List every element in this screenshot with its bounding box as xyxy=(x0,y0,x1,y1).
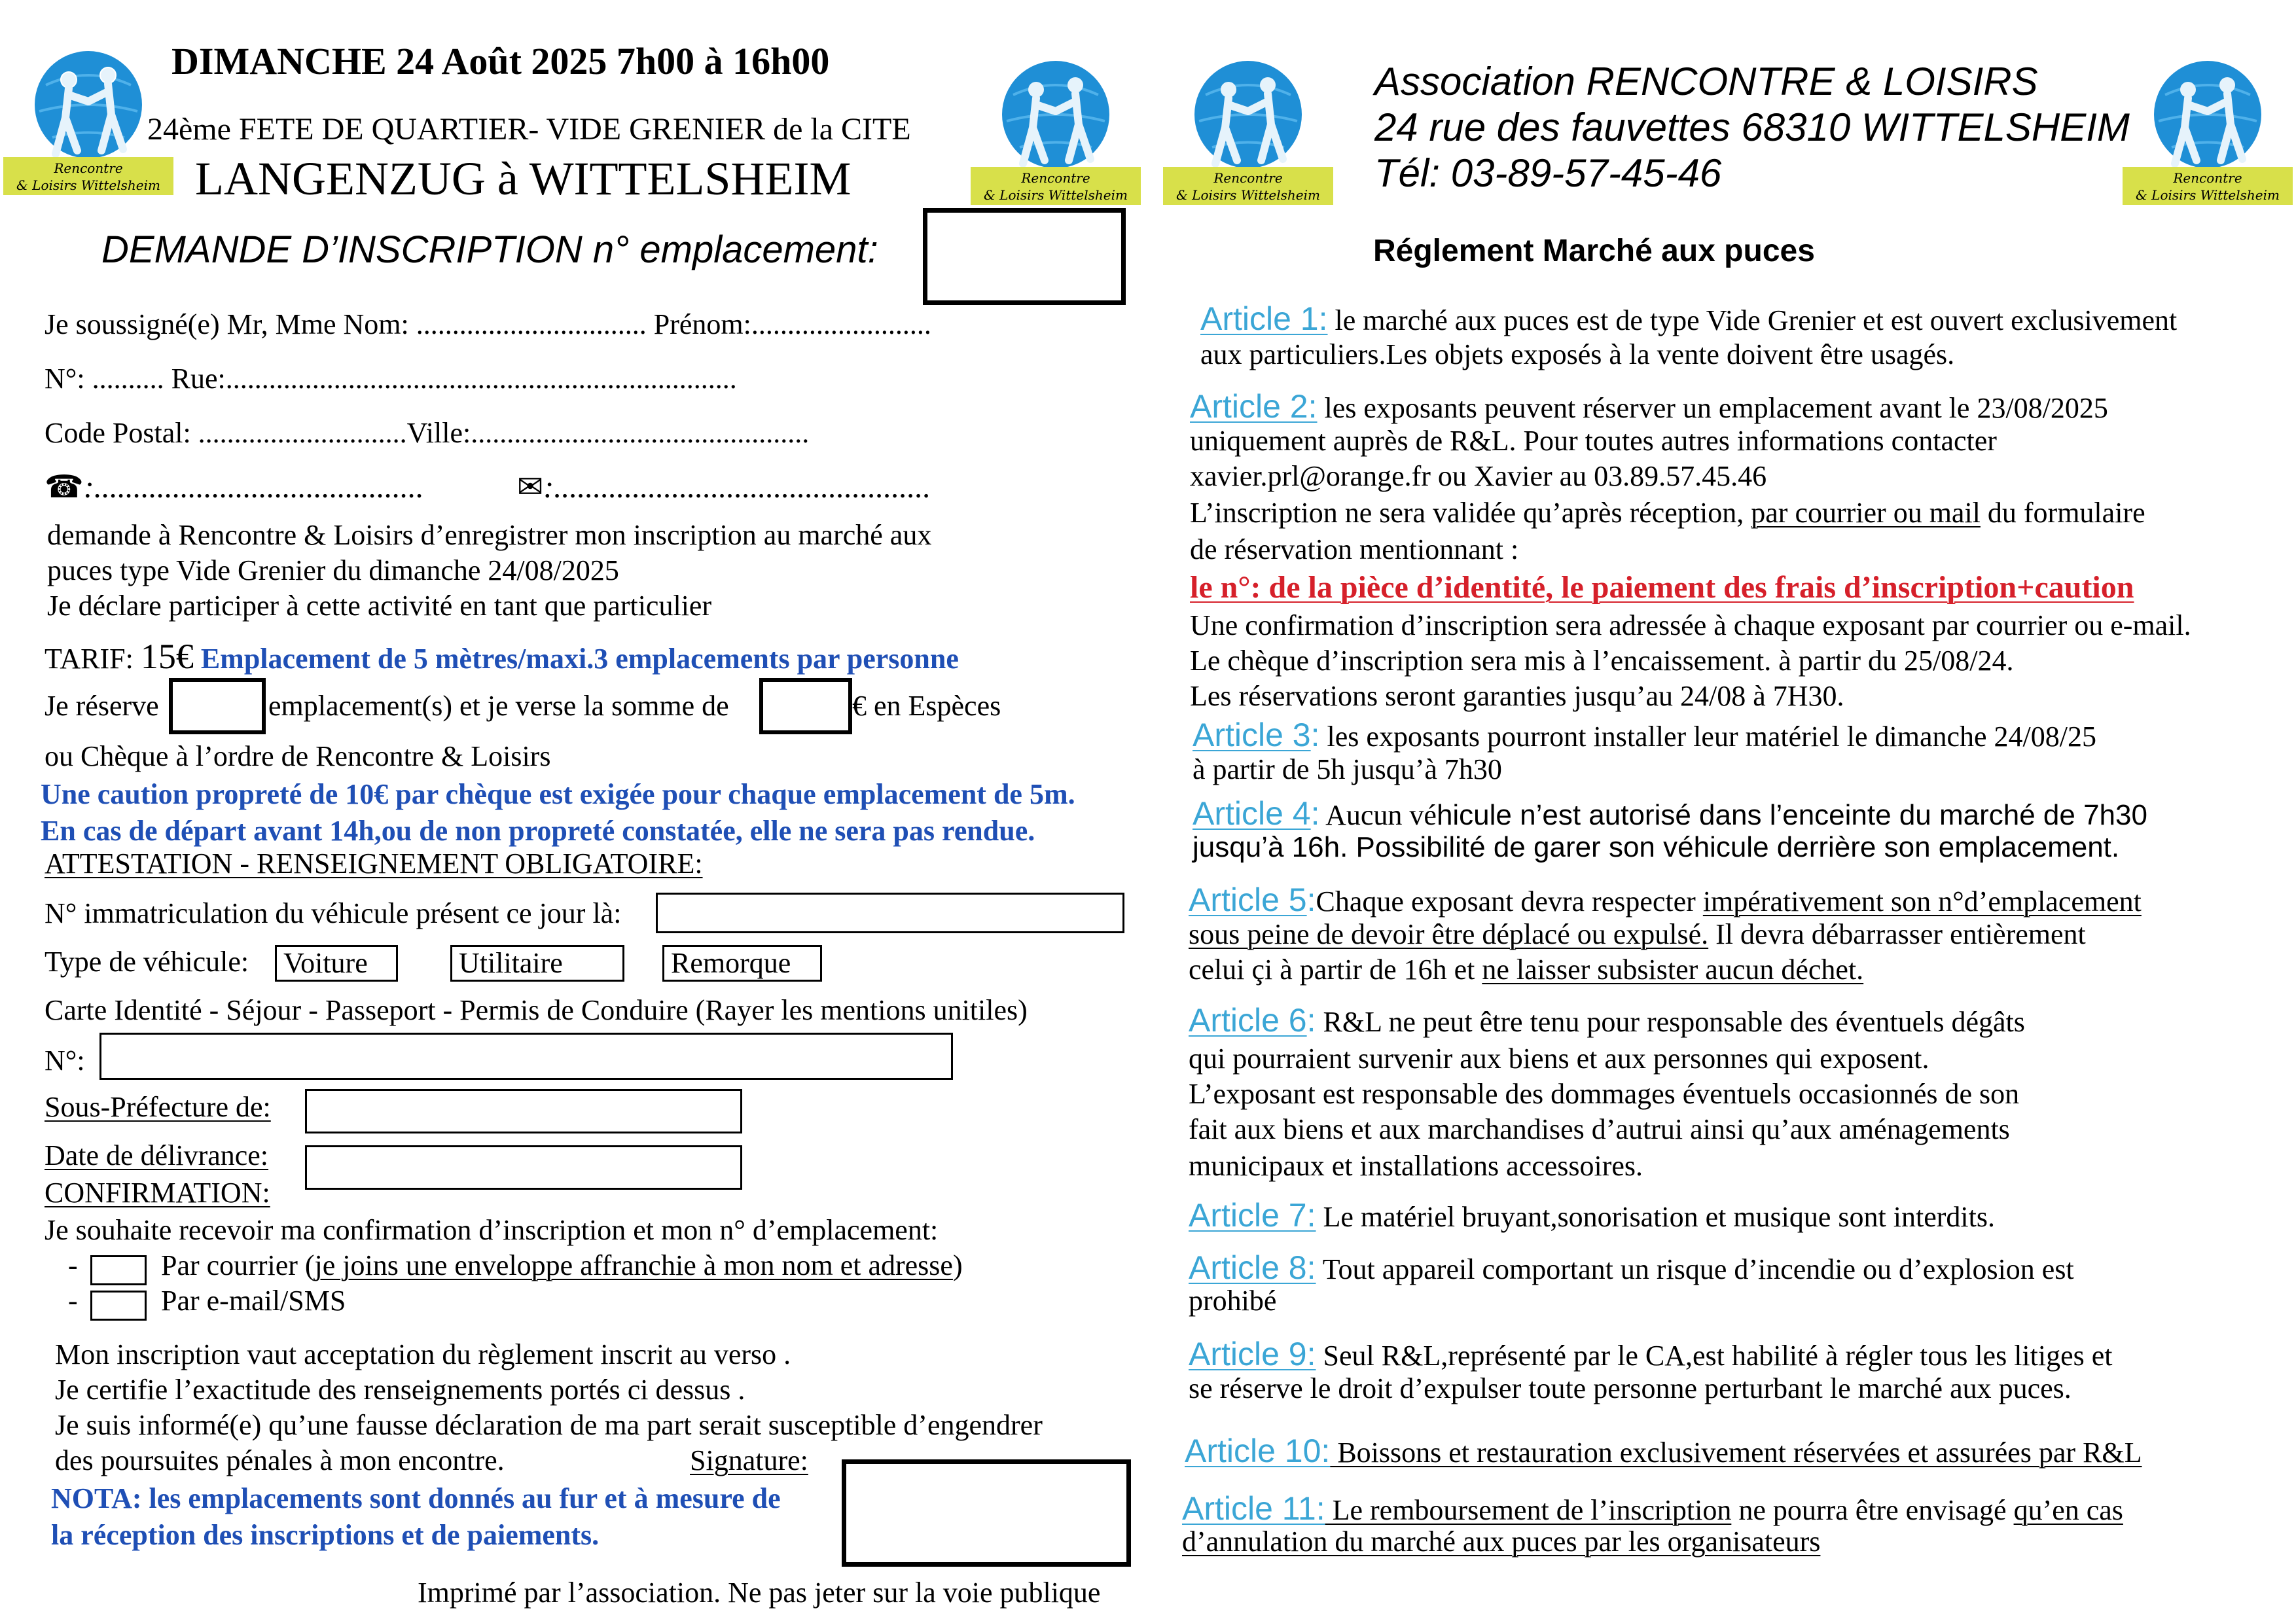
article-2-text-4b: par courrier ou mail xyxy=(1751,497,1981,529)
logo-text-2: & Loisirs Wittelsheim xyxy=(984,187,1128,203)
article-5-colon: : xyxy=(1306,882,1316,918)
article-6-text-4: fait aux biens et aux marchandises d’autrui ainsi qu’aux aménagements xyxy=(1189,1113,2010,1145)
id-document-line: Carte Identité - Séjour - Passeport - Permis de Conduire (Rayer les mentions unitiles) xyxy=(45,994,1028,1026)
article-2-text-5: de réservation mentionnant : xyxy=(1190,533,1519,565)
signature-label: Signature: xyxy=(690,1444,808,1476)
amount-input[interactable] xyxy=(759,678,852,734)
signature-box[interactable] xyxy=(842,1459,1131,1567)
caution-line-1: Une caution propreté de 10€ par chèque est exigée pour chaque emplacement de 5m. xyxy=(41,778,1075,810)
article-2-text-2: uniquement auprès de R&L. Pour toutes autres informations contacter xyxy=(1190,425,1997,457)
acceptance-line-3: Je suis informé(e) qu’une fausse déclaration de ma part serait susceptible d’engendrer xyxy=(55,1409,1043,1441)
phone-field[interactable] xyxy=(45,469,424,505)
article-6-text: R&L ne peut être tenu pour responsable des éventuels dégâts xyxy=(1316,1006,2025,1038)
article-2-text-6: Une confirmation d’inscription sera adressée à chaque exposant par courrier ou e-mail. xyxy=(1190,609,2191,641)
emplacement-number-box xyxy=(923,208,1126,305)
quantity-input[interactable] xyxy=(169,678,266,734)
confirmation-text: Je souhaite recevoir ma confirmation d’inscription et mon n° d’emplacement: xyxy=(45,1214,939,1246)
logo-text-1: Rencontre xyxy=(1021,170,1090,186)
cheque-line: ou Chèque à l’ordre de Rencontre & Loisirs xyxy=(45,740,551,772)
footer-note: Imprimé par l’association. Ne pas jeter sur la voie publique xyxy=(418,1577,1101,1609)
courrier-label: Par courrier ( xyxy=(161,1249,315,1281)
acceptance-line-4: des poursuites pénales à mon encontre. xyxy=(55,1444,505,1476)
article-6-text-3: L’exposant est responsable des dommages éventuels occasionnés de son xyxy=(1189,1078,2020,1110)
article-2-label: Article 2: xyxy=(1190,388,1318,425)
article-11-text-c: qu’en cas xyxy=(2013,1494,2123,1526)
email-sms-option: Par e-mail/SMS xyxy=(161,1285,346,1317)
logo-text-1: Rencontre xyxy=(54,160,123,176)
association-logo xyxy=(967,49,1144,206)
article-8 xyxy=(1189,1249,2074,1287)
article-11-text-a: Le remboursement de l’inscription xyxy=(1325,1494,1732,1526)
courrier-paren: ) xyxy=(952,1249,963,1281)
association-logo xyxy=(2119,49,2296,206)
postal-city-field[interactable]: Code Postal: .............................Ville:............................................... xyxy=(45,417,810,449)
article-7 xyxy=(1189,1196,1995,1234)
immatriculation-label: N° immatriculation du véhicule présent ce jour là: xyxy=(45,897,622,929)
email-field[interactable] xyxy=(517,469,931,505)
logo-text-2: & Loisirs Wittelsheim xyxy=(2136,187,2280,203)
article-4-label: Article 4 xyxy=(1193,795,1311,832)
article-7-text: Le matériel bruyant,sonorisation et musique sont interdits. xyxy=(1316,1201,1995,1233)
article-4-text-b: hicule n’est autorisé dans l’enceinte du marché de 7h30 xyxy=(1436,799,2147,831)
immatriculation-input[interactable] xyxy=(656,893,1124,933)
article-4 xyxy=(1193,794,2147,832)
article-6-label: Article 6 xyxy=(1189,1002,1307,1039)
article-10 xyxy=(1185,1432,2142,1470)
article-2 xyxy=(1190,387,2108,425)
article-11-text-b: ne pourra être envisagé xyxy=(1731,1494,2014,1526)
acceptance-line-2: Je certifie l’exactitude des renseignements portés ci dessus . xyxy=(55,1374,745,1406)
logo-text-2: & Loisirs Wittelsheim xyxy=(1176,187,1320,203)
article-5-label: Article 5 xyxy=(1189,882,1307,918)
vehicle-type-voiture[interactable]: Voiture xyxy=(275,945,398,982)
article-5-text-2b: Il devra débarrasser entièrement xyxy=(1708,918,2086,950)
article-1-text-2: aux particuliers.Les objets exposés à la vente doivent être usagés. xyxy=(1200,338,1955,370)
name-field[interactable]: Je soussigné(e) Mr, Mme Nom: ................................ Prénom:......................... xyxy=(45,308,931,340)
email-sms-checkbox[interactable] xyxy=(90,1291,147,1321)
article-11-label: Article 11: xyxy=(1182,1490,1325,1527)
attestation-heading: ATTESTATION - RENSEIGNEMENT OBLIGATOIRE: xyxy=(45,847,703,880)
vehicle-type-remorque[interactable]: Remorque xyxy=(662,945,822,982)
article-6-text-2: qui pourraient survenir aux biens et aux personnes qui exposent. xyxy=(1189,1043,1929,1075)
caution-line-2: En cas de départ avant 14h,ou de non propreté constatée, elle ne sera pas rendue. xyxy=(41,815,1035,847)
nota-line-1: NOTA: les emplacements sont donnés au fur et à mesure de xyxy=(51,1482,781,1514)
association-name: Association RENCONTRE & LOISIRS xyxy=(1374,60,2038,103)
article-3-colon: : xyxy=(1310,717,1320,753)
article-5-text-a: Chaque exposant devra respecter xyxy=(1316,885,1703,918)
nota-line-2: la réception des inscriptions et de paiements. xyxy=(51,1519,600,1551)
article-5 xyxy=(1189,881,2142,919)
confirmation-heading: CONFIRMATION: xyxy=(45,1177,270,1209)
article-5-text-3 xyxy=(1189,953,1863,986)
article-2-text: les exposants peuvent réserver un emplacement avant le 23/08/2025 xyxy=(1317,392,2108,424)
association-logo xyxy=(1160,49,1336,206)
id-number-input[interactable] xyxy=(99,1033,953,1080)
reserve-text: emplacement(s) et je verse la somme de xyxy=(268,690,729,722)
article-1-text: le marché aux puces est de type Vide Grenier et est ouvert exclusivement xyxy=(1327,304,2178,336)
sous-prefecture-label: Sous-Préfecture de: xyxy=(45,1091,271,1123)
article-2-text-3: xavier.prl@orange.fr ou Xavier au 03.89.57.45.46 xyxy=(1190,460,1767,492)
phone-icon: ☎ xyxy=(45,470,84,505)
article-6-colon: : xyxy=(1306,1002,1316,1039)
logo-text-1: Rencontre xyxy=(1213,170,1283,186)
article-5-text-3a: celui çi à partir de 16h et xyxy=(1189,954,1482,986)
article-8-text-2: prohibé xyxy=(1189,1285,1277,1317)
request-title: DEMANDE D’INSCRIPTION n° emplacement: xyxy=(101,228,878,271)
article-6-text-5: municipaux et installations accessoires. xyxy=(1189,1150,1643,1182)
article-6 xyxy=(1189,1001,2025,1039)
request-paragraph-2: puces type Vide Grenier du dimanche 24/08/2025 xyxy=(47,554,619,586)
email-dash: - xyxy=(68,1285,78,1317)
street-field[interactable]: N°: .......... Rue:....................................................................... xyxy=(45,363,737,395)
courrier-checkbox[interactable] xyxy=(90,1255,147,1285)
event-location: LANGENZUG à WITTELSHEIM xyxy=(195,152,852,205)
article-2-text-8: Les réservations seront garanties jusqu’au 24/08 à 7H30. xyxy=(1190,680,1844,712)
article-11 xyxy=(1182,1489,2123,1527)
delivery-date-label: Date de délivrance: xyxy=(45,1139,269,1171)
reserve-label: Je réserve xyxy=(45,690,159,722)
article-4-text-2: jusqu’à 16h. Possibilité de garer son véhicule derrière son emplacement. xyxy=(1193,831,2120,863)
request-paragraph-1: demande à Rencontre & Loisirs d’enregistrer mon inscription au marché aux xyxy=(47,519,932,551)
article-1 xyxy=(1200,300,2177,338)
request-paragraph-3: Je déclare participer à cette activité en tant que particulier xyxy=(47,590,712,622)
article-2-text-4c: du formulaire xyxy=(1980,497,2145,529)
courrier-note: je joins une enveloppe affranchie à mon nom et adresse xyxy=(314,1249,953,1281)
acceptance-line-1: Mon inscription vaut acceptation du règlement inscrit au verso . xyxy=(55,1338,791,1370)
article-5-text-3b: ne laisser subsister aucun déchet. xyxy=(1482,954,1864,986)
article-1-label: Article 1: xyxy=(1200,300,1328,337)
article-3-text-2: à partir de 5h jusqu’à 7h30 xyxy=(1193,753,1502,785)
article-10-label: Article 10: xyxy=(1185,1433,1331,1469)
article-9-text-2: se réserve le droit d’expulser toute personne perturbant le marché aux puces. xyxy=(1189,1372,2072,1404)
mail-dots: :................................................ xyxy=(543,470,931,505)
rules-title: Réglement Marché aux puces xyxy=(1373,234,1815,268)
tarif-line xyxy=(45,636,959,677)
article-2-text-4 xyxy=(1190,496,2145,529)
courrier-option xyxy=(161,1249,963,1282)
article-5-text-2 xyxy=(1189,918,2086,951)
tarif-price: 15€ xyxy=(140,637,194,676)
courrier-dash: - xyxy=(68,1249,78,1281)
tarif-label: TARIF: xyxy=(45,643,134,675)
event-date: DIMANCHE 24 Août 2025 7h00 à 16h00 xyxy=(171,40,830,82)
article-7-label: Article 7: xyxy=(1189,1197,1316,1234)
logo-text-1: Rencontre xyxy=(2173,170,2242,186)
article-5-text-b: impérativement son n°d’emplacement xyxy=(1702,885,2142,918)
association-address: 24 rue des fauvettes 68310 WITTELSHEIM xyxy=(1374,105,2130,149)
tarif-description: Emplacement de 5 mètres/maxi.3 emplacements par personne xyxy=(200,643,959,675)
association-phone: Tél: 03-89-57-45-46 xyxy=(1374,151,1722,195)
mail-icon: ✉ xyxy=(517,470,544,505)
article-8-label: Article 8: xyxy=(1189,1249,1316,1286)
article-4-text-a: Aucun vé xyxy=(1319,799,1437,831)
article-8-text: Tout appareil comportant un risque d’incendie ou d’explosion est xyxy=(1316,1253,2074,1285)
vehicle-type-label: Type de véhicule: xyxy=(45,946,249,978)
article-3 xyxy=(1193,716,2096,754)
logo-text-2: & Loisirs Wittelsheim xyxy=(16,177,160,193)
article-2-text-7: Le chèque d’inscription sera mis à l’encaissement. à partir du 25/08/24. xyxy=(1190,645,2014,677)
article-11-text-2: d’annulation du marché aux puces par les organisateurs xyxy=(1182,1525,1821,1558)
article-4-colon: : xyxy=(1310,795,1320,832)
sous-prefecture-input[interactable] xyxy=(305,1089,742,1133)
article-10-text: Boissons et restauration exclusivement réservées et assurées par R&L xyxy=(1330,1436,2142,1469)
article-3-text: les exposants pourront installer leur matériel le dimanche 24/08/25 xyxy=(1319,721,2096,753)
event-title: 24ème FETE DE QUARTIER- VIDE GRENIER de la CITE xyxy=(147,112,911,147)
article-9-label: Article 9: xyxy=(1189,1336,1316,1372)
vehicle-type-utilitaire[interactable]: Utilitaire xyxy=(450,945,624,982)
article-5-text-2a: sous peine de devoir être déplacé ou expulsé. xyxy=(1189,918,1709,950)
id-number-label: N°: xyxy=(45,1044,85,1077)
article-2-required: le n°: de la pièce d’identité, le paiement des frais d’inscription+caution xyxy=(1190,570,2134,605)
delivery-date-input[interactable] xyxy=(305,1145,742,1190)
phone-dots: :.......................................... xyxy=(83,470,424,505)
article-3-label: Article 3 xyxy=(1193,717,1311,753)
article-9-text: Seul R&L,représenté par le CA,est habilité à régler tous les litiges et xyxy=(1316,1340,2113,1372)
article-9 xyxy=(1189,1335,2113,1373)
especes-label: € en Espèces xyxy=(852,690,1001,722)
article-2-text-4a: L’inscription ne sera validée qu’après réception, xyxy=(1190,497,1751,529)
